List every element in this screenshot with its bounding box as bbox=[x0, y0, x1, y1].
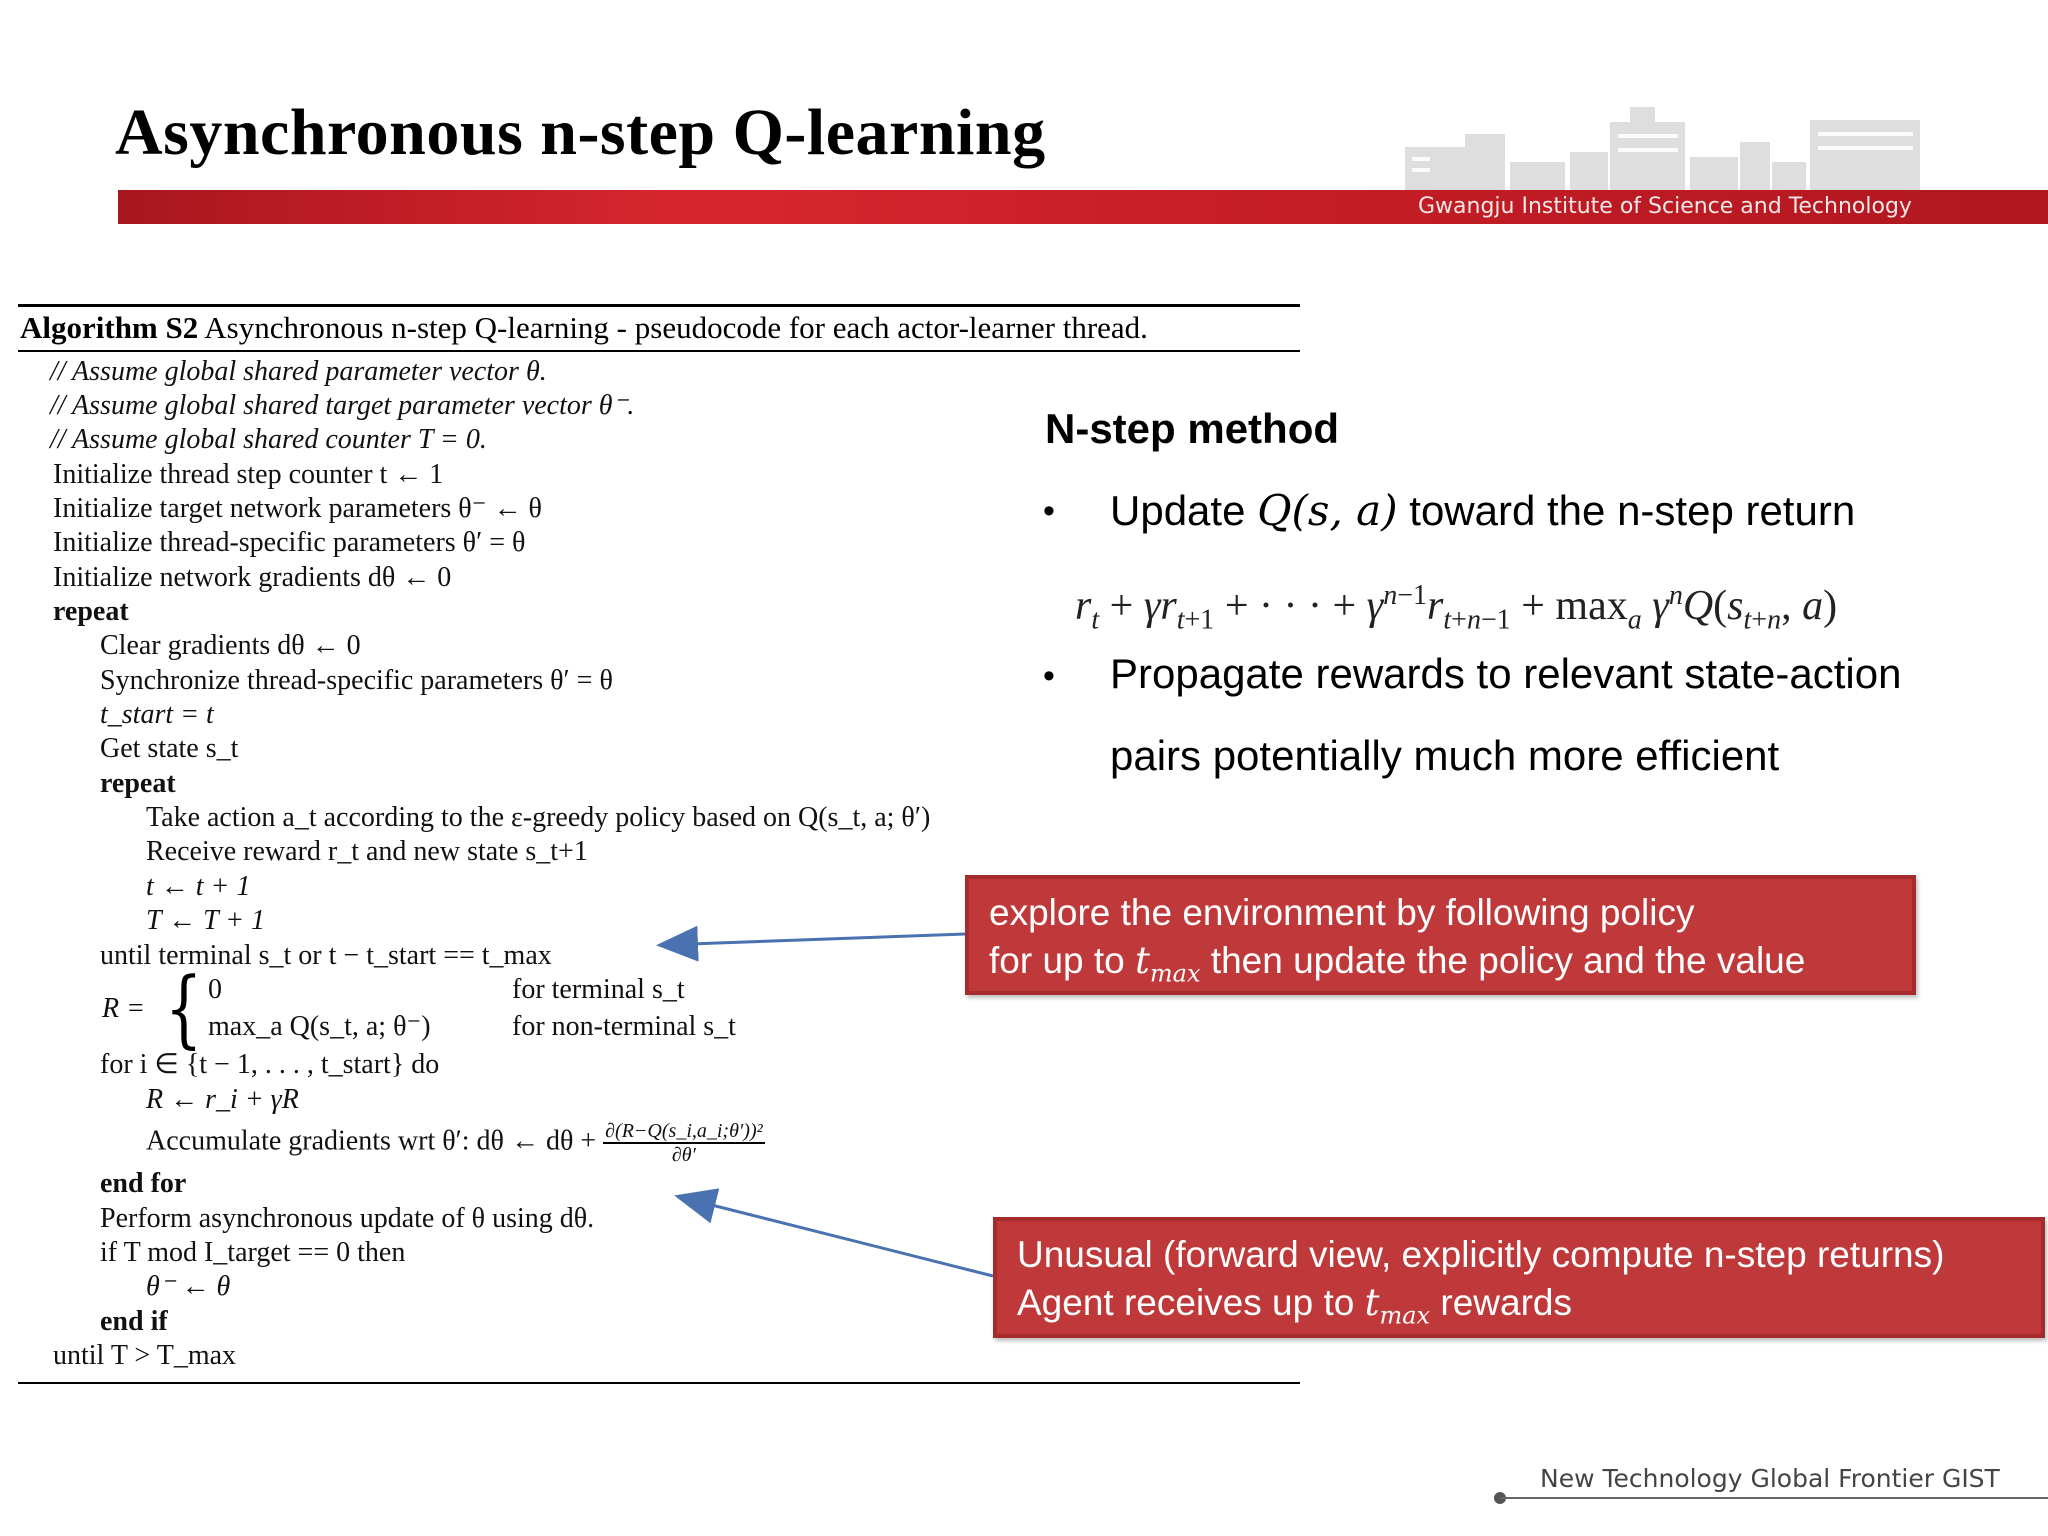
tmax-symbol: $t_{max}$ bbox=[1364, 1281, 1431, 1330]
algo-line-return-update: R ← r_i + γR bbox=[146, 1084, 299, 1115]
tmax-symbol: $t_{max}$ bbox=[1135, 939, 1201, 988]
algo-line-update-target: θ⁻ ← θ bbox=[146, 1271, 231, 1302]
slide-title: Asynchronous n-step Q-learning bbox=[115, 96, 1046, 169]
bullet-marker-2: • bbox=[1043, 657, 1055, 695]
bullet1-q-function: Q(s, a) bbox=[1257, 486, 1398, 535]
algo-case-terminal-value: 0 bbox=[208, 974, 222, 1005]
algo-line-increment-T: T ← T + 1 bbox=[146, 905, 266, 936]
algo-line-clear-gradients: Clear gradients dθ ← 0 bbox=[100, 630, 361, 661]
algo-gradient-numerator: ∂(R−Q(s_i,a_i;θ′))² bbox=[605, 1120, 763, 1142]
bullet1-suffix: toward the n-step return bbox=[1409, 487, 1856, 534]
algo-cases-brace: { bbox=[165, 959, 203, 1057]
bullet-propagate-line2: pairs potentially much more efficient bbox=[1110, 732, 1780, 779]
algo-line-tstart: t_start = t bbox=[100, 699, 214, 730]
algo-line-init-target: Initialize target network parameters θ⁻ ← θ bbox=[53, 493, 542, 524]
algo-line-if-target: if T mod I_target == 0 then bbox=[100, 1237, 406, 1268]
bullet1-prefix: Update bbox=[1110, 487, 1246, 534]
algorithm-label: Algorithm S2 bbox=[20, 310, 199, 345]
footer-tagline: New Technology Global Frontier GIST bbox=[1540, 1464, 2000, 1493]
algo-case-nonterminal-condition: for non-terminal s_t bbox=[512, 1011, 736, 1042]
algo-line-init-counter: Initialize thread step counter t ← 1 bbox=[53, 459, 444, 490]
callout-unusual-prefix: Agent receives up to bbox=[1017, 1282, 1355, 1323]
algorithm-caption-text: Asynchronous n-step Q-learning - pseudocode for each actor-learner thread. bbox=[204, 310, 1148, 345]
callout-explore-line1: explore the environment by following policy bbox=[989, 892, 1695, 933]
algo-comment-3: // Assume global shared counter T = 0. bbox=[50, 424, 487, 455]
algo-line-init-gradients: Initialize network gradients dθ ← 0 bbox=[53, 562, 452, 593]
algo-line-async-update: Perform asynchronous update of θ using dθ. bbox=[100, 1203, 595, 1234]
algo-line-sync-params: Synchronize thread-specific parameters θ′ = θ bbox=[100, 665, 613, 696]
callout-unusual-line1: Unusual (forward view, explicitly compute n-step returns) bbox=[1017, 1234, 1945, 1275]
algo-return-lhs: R = bbox=[102, 993, 145, 1024]
callout-explore-prefix: for up to bbox=[989, 940, 1125, 981]
algo-line-end-if: end if bbox=[100, 1306, 168, 1337]
algo-accumulate-text: Accumulate gradients wrt θ′: dθ ← dθ + bbox=[146, 1125, 597, 1157]
nstep-return-formula: $r_t + \gamma r_{t+1}$ + · · · + $\gamma^{n-1}r_{t+n-1} + \max_a \gamma^nQ(s_{t+n}$, a) bbox=[1075, 580, 1838, 636]
algo-case-terminal-condition: for terminal s_t bbox=[512, 974, 685, 1005]
bullet-marker-1: • bbox=[1043, 492, 1055, 530]
algo-line-until-Tmax: until T > T_max bbox=[53, 1340, 237, 1371]
institution-name: Gwangju Institute of Science and Technology bbox=[1418, 194, 1912, 219]
algo-line-end-for: end for bbox=[100, 1168, 187, 1199]
arrow-to-for-loop bbox=[680, 1197, 993, 1276]
algo-comment-2: // Assume global shared target parameter vector θ⁻. bbox=[50, 390, 635, 421]
callout-unusual-suffix: rewards bbox=[1440, 1282, 1572, 1323]
algo-line-get-state: Get state s_t bbox=[100, 733, 239, 764]
algo-line-for-loop: for i ∈ {t − 1, . . . , t_start} do bbox=[100, 1049, 440, 1080]
algo-line-repeat-inner: repeat bbox=[100, 768, 176, 799]
callout-explore-suffix: then update the policy and the value bbox=[1210, 940, 1806, 981]
algo-comment-1: // Assume global shared parameter vector θ. bbox=[50, 356, 547, 387]
algo-line-repeat-outer: repeat bbox=[53, 596, 129, 627]
nstep-heading: N-step method bbox=[1045, 405, 1339, 452]
algo-line-init-thread-params: Initialize thread-specific parameters θ′ = θ bbox=[53, 527, 526, 558]
algo-line-increment-t: t ← t + 1 bbox=[146, 871, 251, 902]
algo-gradient-denominator: ∂θ′ bbox=[671, 1144, 696, 1166]
algo-line-receive-reward: Receive reward r_t and new state s_t+1 bbox=[146, 836, 588, 867]
bullet-propagate-line1: Propagate rewards to relevant state-action bbox=[1110, 650, 1902, 697]
algo-line-until-terminal: until terminal s_t or t − t_start == t_max bbox=[100, 940, 552, 971]
algo-line-take-action: Take action a_t according to the ε-greedy policy based on Q(s_t, a; θ′) bbox=[146, 802, 931, 833]
arrow-to-until-line bbox=[662, 934, 965, 945]
algo-case-nonterminal-value: max_a Q(s_t, a; θ⁻) bbox=[208, 1011, 431, 1042]
